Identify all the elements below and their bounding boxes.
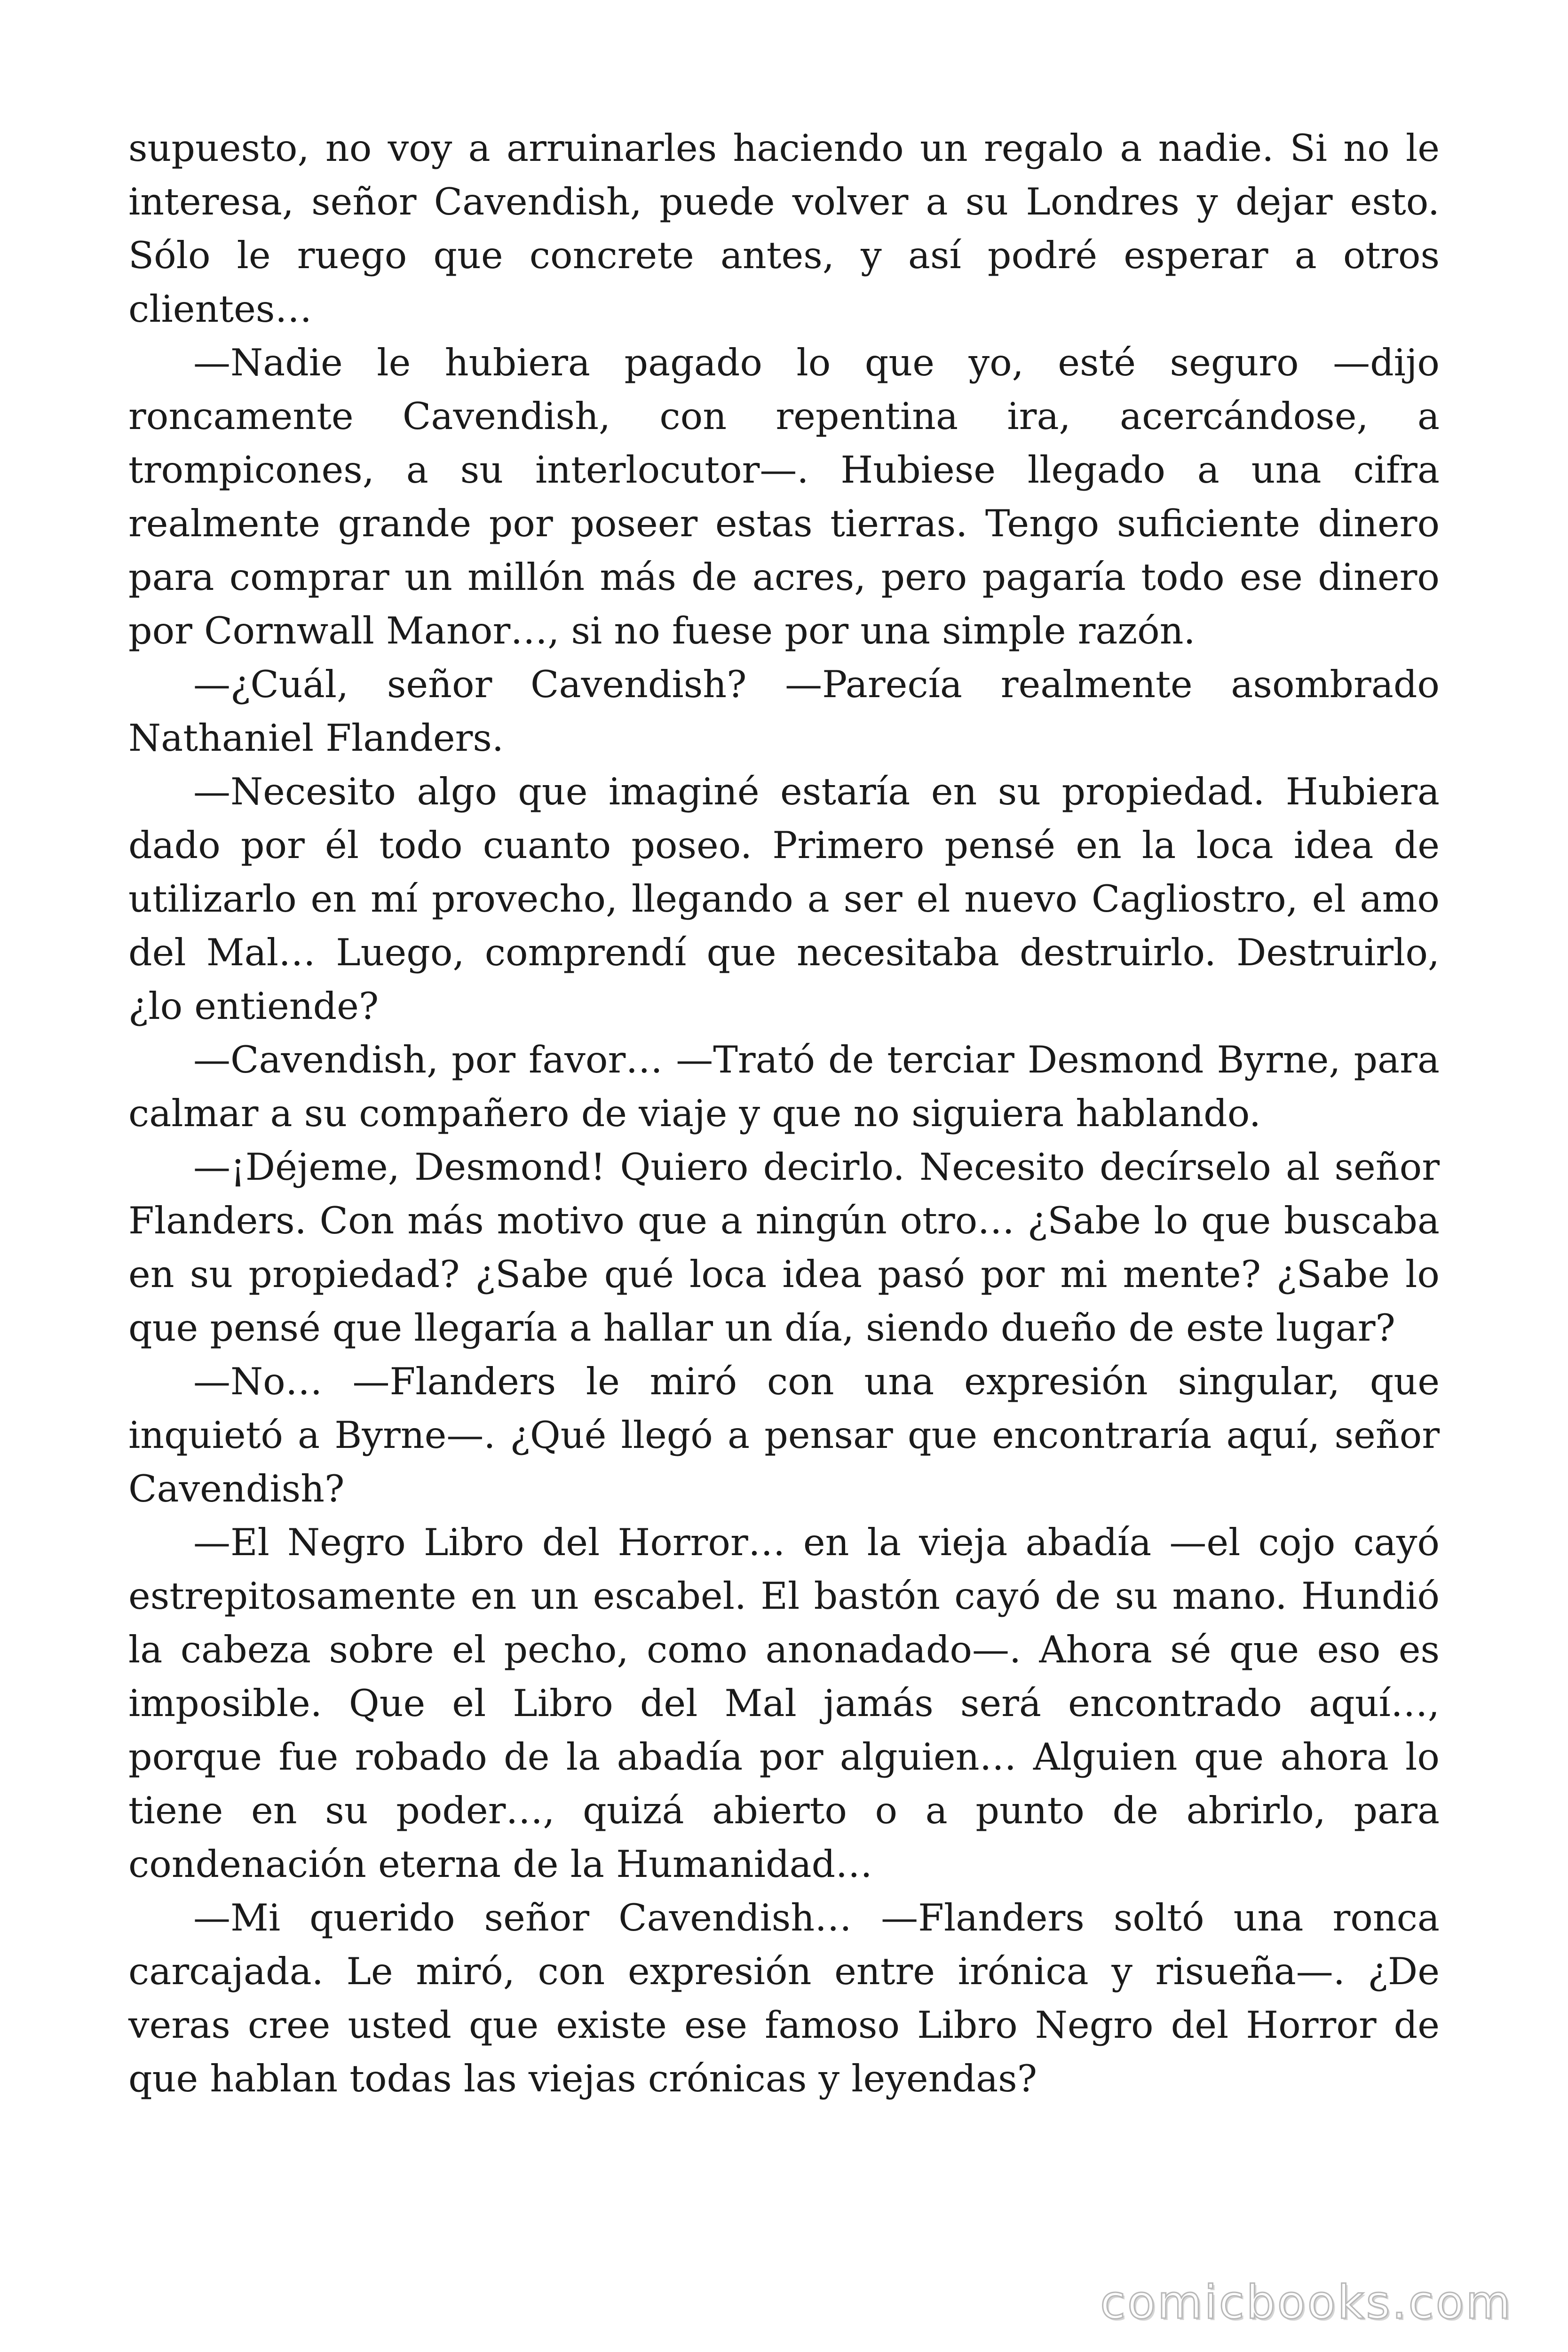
paragraph: —El Negro Libro del Horror… en la vieja abadía —el cojo cayó estrepitosamente en un escabel. El bastón cayó de su mano. Hundió la cabeza sobre el pecho, como anonadado—. Ahora sé que eso es imposible. Que el Libro del Mal jamás será encontrado aquí…, porque fue robado de la abadía por alguien… Alguien que ahora lo tiene en su poder…, quizá abierto o a punto de abrirlo, para condenación eterna de la Humanidad… [128,1521,1440,1886]
paragraph: —Mi querido señor Cavendish… —Flanders soltó una ronca carcajada. Le miró, con expresión entre irónica y risueña—. ¿De veras cree usted que existe ese famoso Libro Negro del Horror de que hablan todas las viejas crónicas y leyendas? [128,1896,1440,2100]
paragraph: —¡Déjeme, Desmond! Quiero decirlo. Necesito decírselo al señor Flanders. Con más motivo que a ningún otro… ¿Sabe lo que buscaba en su propiedad? ¿Sabe qué loca idea pasó por mi mente? ¿Sabe lo que pensé que llegaría a hallar un día, siendo dueño de este lugar? [128,1145,1440,1350]
paragraph: —Cavendish, por favor… —Trató de terciar Desmond Byrne, para calmar a su compañero de viaje y que no siguiera hablando. [128,1038,1440,1135]
body-text [128,121,1440,2106]
paragraph-continuation: supuesto, no voy a arruinarles haciendo un regalo a nadie. Si no le interesa, señor Cavendish, puede volver a su Londres y dejar esto. Sólo le ruego que concrete antes, y así podré esperar a otros clientes… [128,127,1440,331]
paragraph: —Nadie le hubiera pagado lo que yo, esté seguro —dijo roncamente Cavendish, con repentina ira, acercándose, a trompicones, a su interlocutor—. Hubiese llegado a una cifra realmente grande por poseer estas tierras. Tengo suficiente dinero para comprar un millón más de acres, pero pagaría todo ese dinero por Cornwall Manor…, si no fuese por una simple razón. [128,341,1440,652]
watermark: comicbooks.com [1100,2276,1513,2329]
paragraph: —¿Cuál, señor Cavendish? —Parecía realmente asombrado Nathaniel Flanders. [128,663,1440,760]
paragraph: —Necesito algo que imaginé estaría en su propiedad. Hubiera dado por él todo cuanto poseo. Primero pensé en la loca idea de utilizarlo en mí provecho, llegando a ser el nuevo Cagliostro, el amo del Mal… Luego, comprendí que necesitaba destruirlo. Destruirlo, ¿lo entiende? [128,770,1440,1028]
paragraph: —No… —Flanders le miró con una expresión singular, que inquietó a Byrne—. ¿Qué llegó a pensar que encontraría aquí, señor Cavendish? [128,1360,1440,1510]
